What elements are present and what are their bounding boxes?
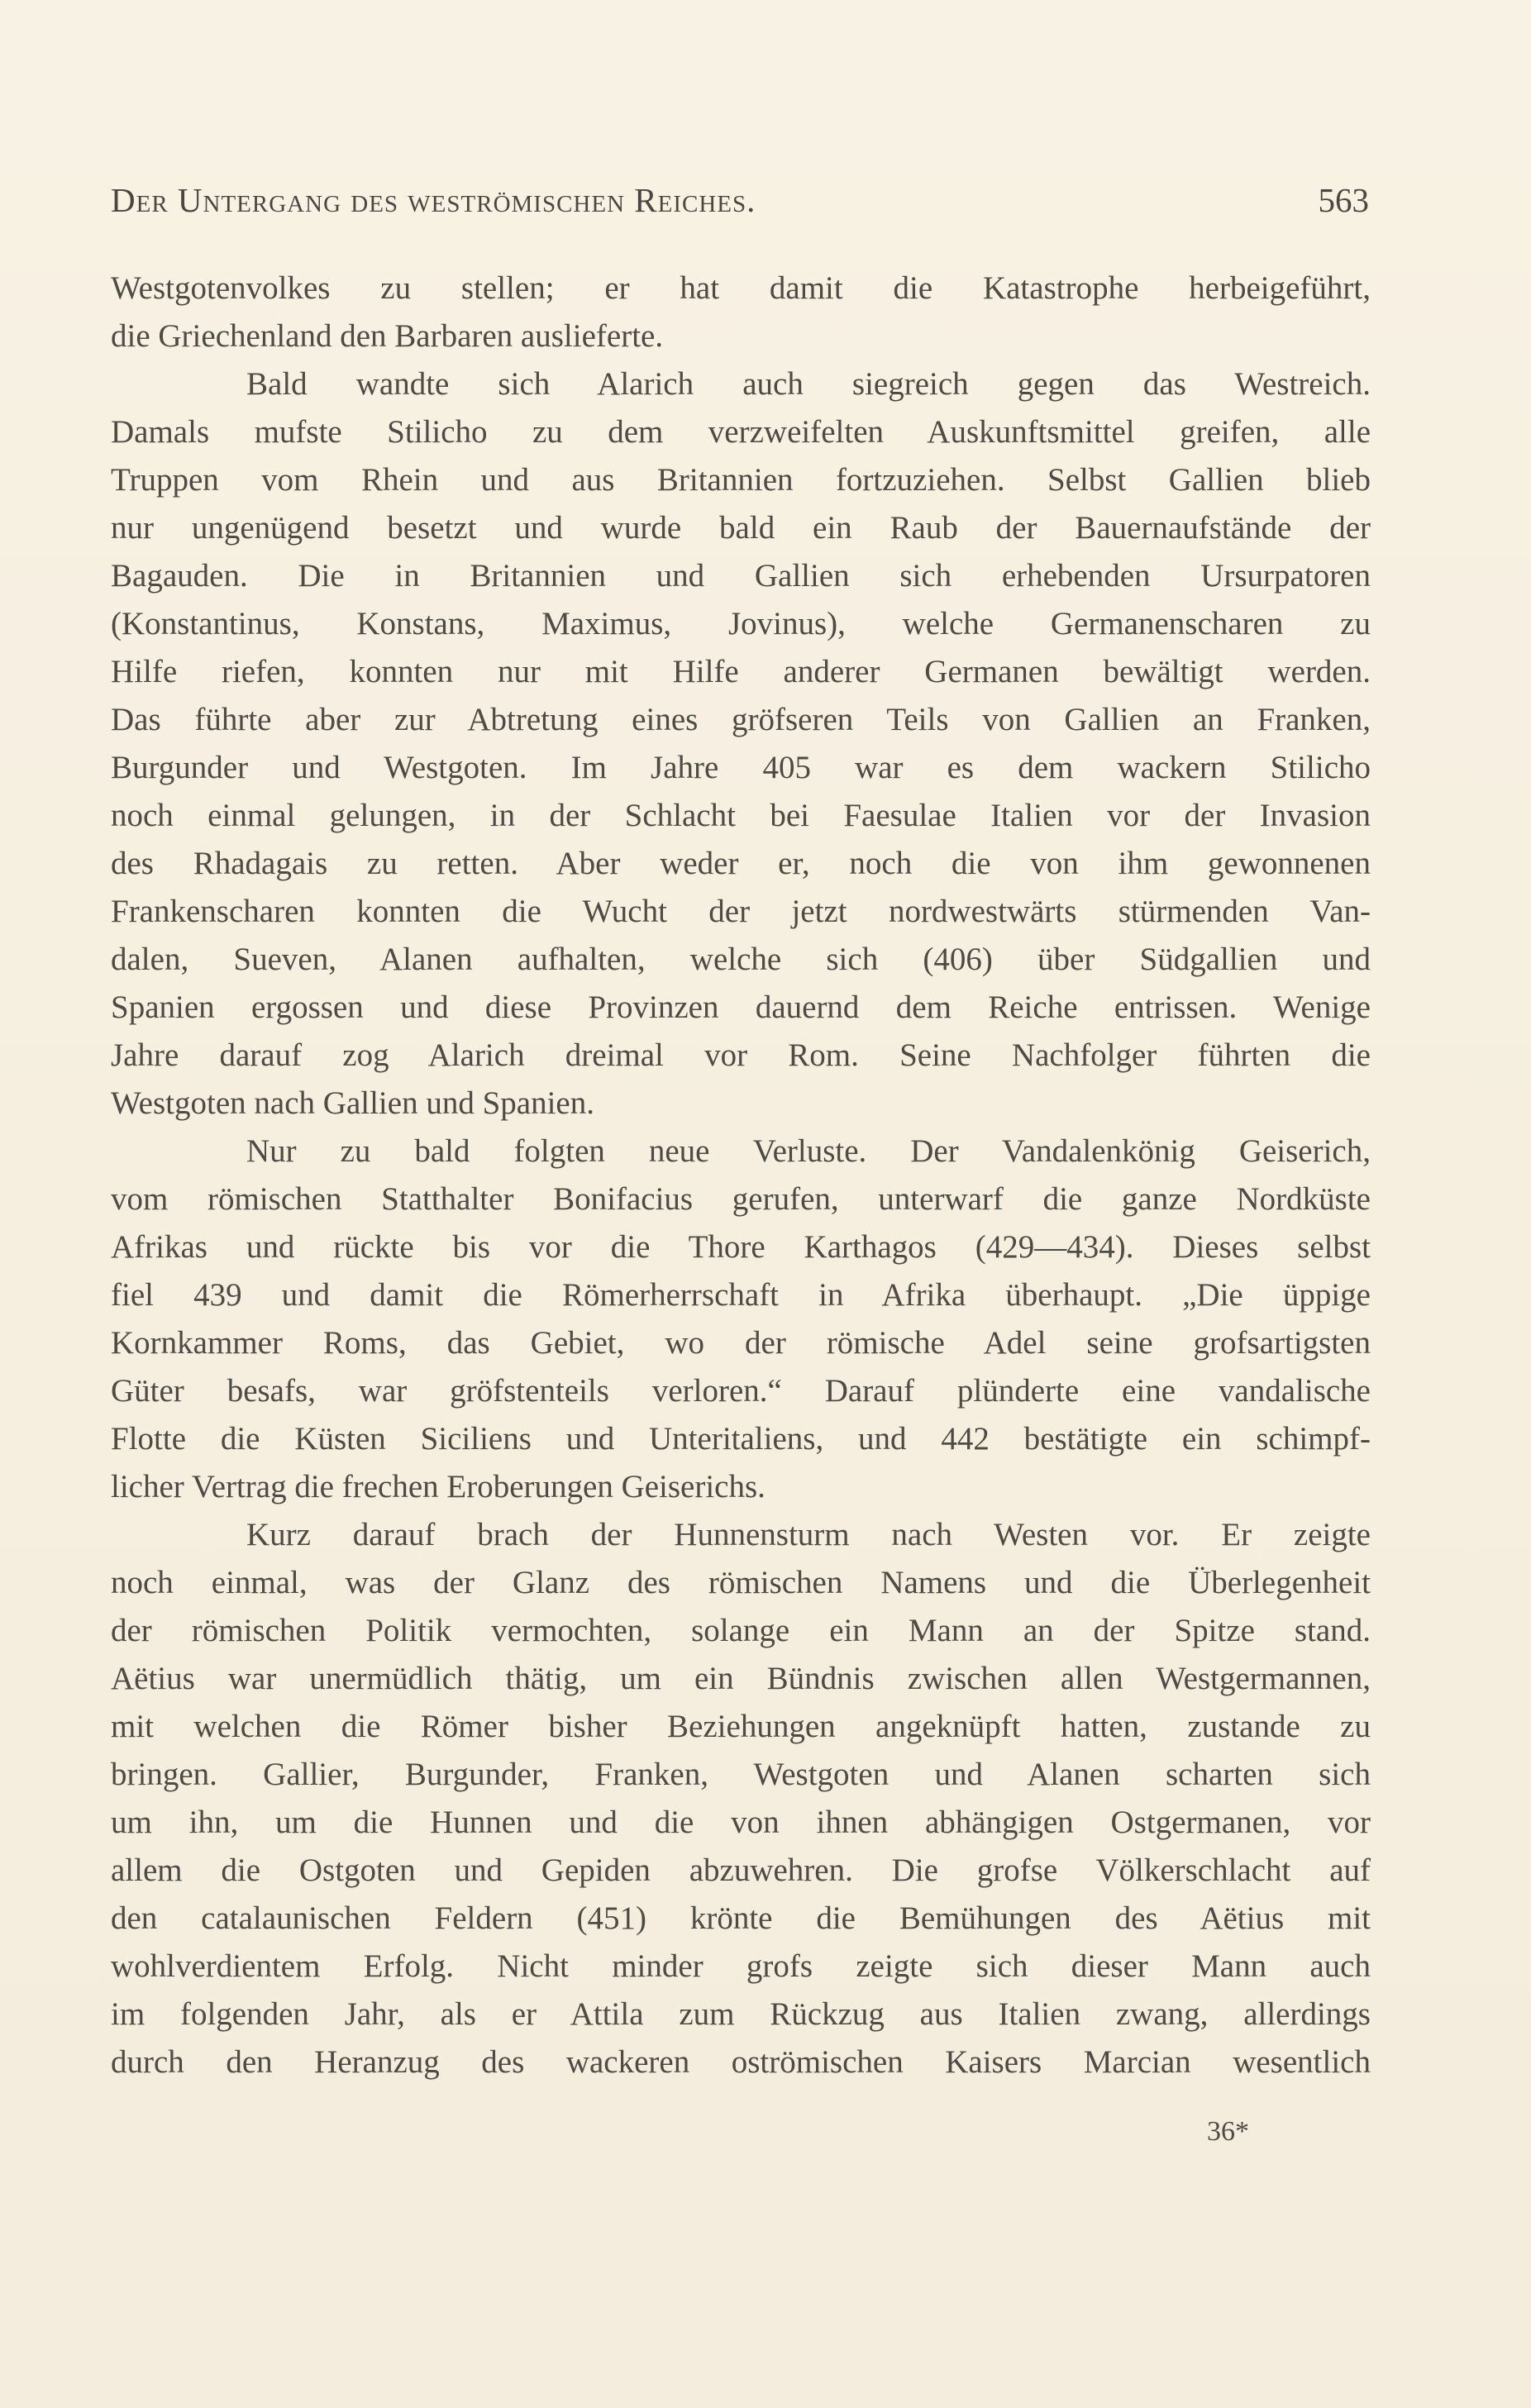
text-line: Spanien ergossen und diese Provinzen dauernd dem Reiche entrissen. Wenige [111, 989, 1371, 1025]
text-line: vom römischen Statthalter Bonifacius gerufen, unterwarf die ganze Nordküste [111, 1181, 1371, 1217]
text-line: nur ungenügend besetzt und wurde bald ein Raub der Bauernaufstände der [111, 510, 1371, 546]
text-line: Güter besafs, war gröfstenteils verloren.“ Darauf plünderte eine vandalische [111, 1373, 1371, 1409]
text-line: wohlverdientem Erfolg. Nicht minder grofs zeigte sich dieser Mann auch [111, 1948, 1371, 1984]
text-line: des Rhadagais zu retten. Aber weder er, noch die von ihm gewonnenen [111, 846, 1371, 881]
running-head [0, 180, 1531, 230]
text-line: Nur zu bald folgten neue Verluste. Der Vandalenkönig Geiserich, [246, 1133, 1371, 1169]
text-line: den catalaunischen Feldern (451) krönte die Bemühungen des Aëtius mit [111, 1900, 1371, 1936]
body-text [111, 265, 1371, 2086]
text-line: noch einmal gelungen, in der Schlacht bei Faesulae Italien vor der Invasion [111, 798, 1371, 833]
text-line: Das führte aber zur Abtretung eines gröfseren Teils von Gallien an Franken, [111, 702, 1371, 737]
text-line: noch einmal, was der Glanz des römischen Namens und die Überlegenheit [111, 1565, 1371, 1600]
text-line: licher Vertrag die frechen Eroberungen Geiserichs. [111, 1469, 766, 1504]
text-line: mit welchen die Römer bisher Beziehungen angeknüpft hatten, zustande zu [111, 1709, 1371, 1744]
text-line: Burgunder und Westgoten. Im Jahre 405 war es dem wackern Stilicho [111, 750, 1371, 785]
text-line: Damals mufste Stilicho zu dem verzweifelten Auskunftsmittel greifen, alle [111, 414, 1371, 450]
text-line: Kornkammer Roms, das Gebiet, wo der römische Adel seine grofsartigsten [111, 1325, 1371, 1361]
text-line: Westgoten nach Gallien und Spanien. [111, 1085, 594, 1121]
page-number: 563 [1318, 181, 1369, 219]
text-line: durch den Heranzug des wackeren oströmischen Kaisers Marcian wesentlich [111, 2044, 1371, 2080]
text-line: (Konstantinus, Konstans, Maximus, Jovinus), welche Germanenscharen zu [111, 606, 1371, 641]
text-line: Afrikas und rückte bis vor die Thore Karthagos (429—434). Dieses selbst [111, 1229, 1371, 1265]
text-line: fiel 439 und damit die Römerherrschaft in Afrika überhaupt. „Die üppige [111, 1277, 1371, 1313]
text-line: Aëtius war unermüdlich thätig, um ein Bündnis zwischen allen Westgermannen, [111, 1661, 1371, 1696]
text-line: Kurz darauf brach der Hunnensturm nach Westen vor. Er zeigte [246, 1517, 1371, 1552]
text-line: Hilfe riefen, konnten nur mit Hilfe anderer Germanen bewältigt werden. [111, 654, 1371, 689]
text-line: dalen, Sueven, Alanen aufhalten, welche sich (406) über Südgallien und [111, 942, 1371, 977]
text-line: Bagauden. Die in Britannien und Gallien sich erhebenden Ursurpatoren [111, 558, 1371, 594]
text-line: der römischen Politik vermochten, solange ein Mann an der Spitze stand. [111, 1613, 1371, 1648]
text-line: im folgenden Jahr, als er Attila zum Rückzug aus Italien zwang, allerdings [111, 1996, 1371, 2032]
signature-mark: 36* [1207, 2116, 1249, 2147]
text-line: Flotte die Küsten Siciliens und Unteritaliens, und 442 bestätigte ein schimpf- [111, 1421, 1371, 1457]
text-line: Westgotenvolkes zu stellen; er hat damit die Katastrophe herbeigeführt, [111, 270, 1371, 306]
text-line: die Griechenland den Barbaren auslieferte. [111, 318, 664, 354]
text-line: bringen. Gallier, Burgunder, Franken, Westgoten und Alanen scharten sich [111, 1757, 1371, 1792]
chapter-title: Der Untergang des weströmischen Reiches. [111, 181, 756, 219]
text-line: Jahre darauf zog Alarich dreimal vor Rom. Seine Nachfolger führten die [111, 1037, 1371, 1073]
text-line: allem die Ostgoten und Gepiden abzuwehren. Die grofse Völkerschlacht auf [111, 1852, 1371, 1888]
text-line: Truppen vom Rhein und aus Britannien fortzuziehen. Selbst Gallien blieb [111, 462, 1371, 498]
text-line: Bald wandte sich Alarich auch siegreich gegen das Westreich. [246, 366, 1371, 402]
text-line: Frankenscharen konnten die Wucht der jetzt nordwestwärts stürmenden Van- [111, 894, 1371, 929]
text-line: um ihn, um die Hunnen und die von ihnen abhängigen Ostgermanen, vor [111, 1805, 1371, 1840]
